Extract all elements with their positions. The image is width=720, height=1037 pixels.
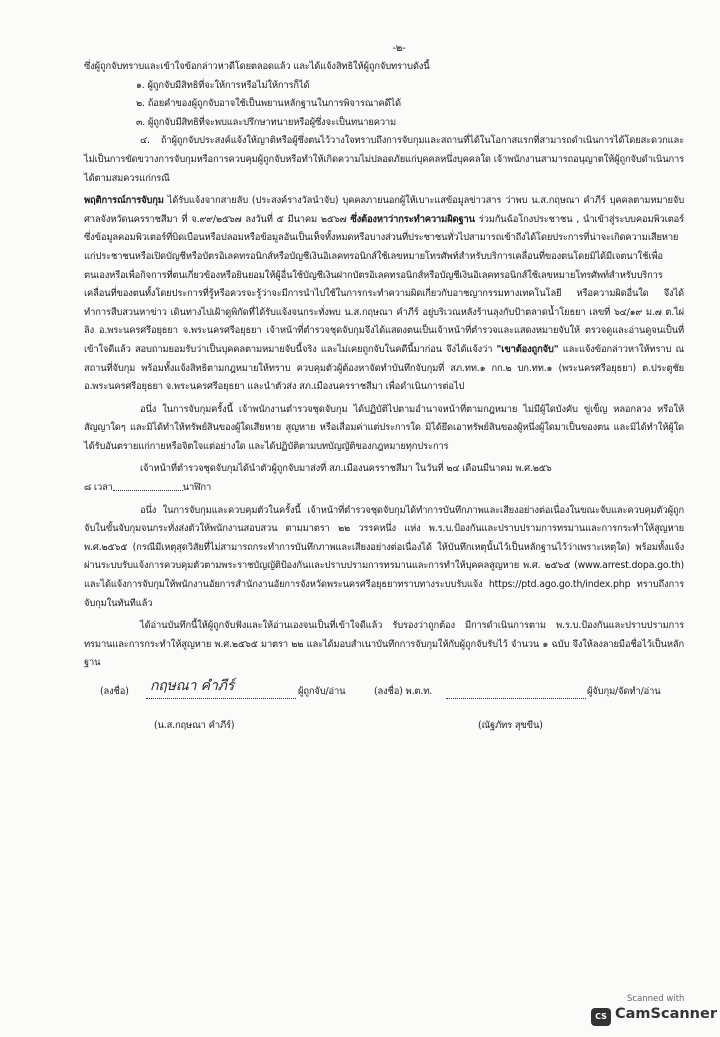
- document-body: [84, 40, 684, 753]
- lawful-conduct-paragraph: อนึ่ง ในการจับกุมครั้งนี้ เจ้าพนักงานตำรวจชุดจับกุม ได้ปฏิบัติไปตามอำนาจหน้าที่ตามกฎหมาย ไม่มีผู้ใดบังคับ ขู่เข็ญ หลอกลวง หรือให้สัญญาใดๆ และมิได้ทำให้ทรัพย์สินของผู้ใดเสียหาย สูญหาย หรือเสื่อมค่าแต่ประการใด มิได้ยึดเอาทรัพย์สินของผู้หนึ่งผู้ใดมาเป็นของตน และมิได้ทำให้ผู้ใดได้รับอันตรายแก่กายหรือจิตใจแต่อย่างใด และได้ปฏิบัติตามบทบัญญัติของกฎหมายทุกประการ: [84, 403, 684, 452]
- intro-line: ซึ่งผู้ถูกจับทราบและเข้าใจข้อกล่าวหาดีโดยตลอดแล้ว และได้แจ้งสิทธิให้ผู้ถูกจับทราบดังนี้: [84, 61, 430, 72]
- charge-label: ซึ่งต้องหาว่ากระทำความผิดฐาน: [350, 213, 475, 225]
- arrestee-sign-prefix: (ลงชื่อ): [100, 686, 129, 697]
- handover-time-unit: นาฬิกา: [182, 482, 212, 494]
- right-item-2: ๒. ถ้อยคำของผู้ถูกจับอาจใช้เป็นพยานหลักฐานในการพิจารณาคดีได้: [136, 98, 401, 110]
- arrestee-sign-role: ผู้ถูกจับ/อ่าน: [298, 686, 346, 697]
- read-back-paragraph: ได้อ่านบันทึกนี้ให้ผู้ถูกจับฟังและให้อ่านเองจนเป็นที่เข้าใจดีแล้ว รับรองว่าถูกต้อง มีการดำเนินการตาม พ.ร.บ.ป้องกันและปราบปรามการทรมานและการกระทำให้สูญหาย พ.ศ.๒๕๖๕ มาตรา ๒๒ และได้มอบสำเนาบันทึกการจับกุมให้กับผู้ถูกจับรับไว้ จำนวน ๑ ฉบับ จึงให้ลงลายมือชื่อไว้เป็นหลักฐาน: [84, 620, 684, 669]
- officer-sign-role: ผู้จับกุม/จัดทำ/อ่าน: [587, 686, 661, 697]
- recording-paragraph: อนึ่ง ในการจับกุมและควบคุมตัวในครั้งนี้ เจ้าหน้าที่ตำรวจชุดจับกุมได้ทำการบันทึกภาพและเสียงอย่างต่อเนื่องในขณะจับและควบคุมตัวผู้ถูกจับในขั้นจับกุมจนกระทั่งส่งตัวให้พนักงานสอบสวน ตามมาตรา ๒๒ วรรคหนึ่ง แห่ง พ.ร.บ.ป้องกันและปราบปรามการทรมานและการกระทำให้สูญหาย พ.ศ.๒๕๖๕ (กรณีมีเหตุสุดวิสัยที่ไม่สามารถกระทำการบันทึกภาพและเสียงอย่างต่อเนื่องได้ ให้บันทึกเหตุนั้นไว้เป็นหลักฐานไว้ว่าเพราะเหตุใด) พร้อมทั้งแจ้ง ผ่านระบบรับแจ้งการควบคุมตัวตามพระราชบัญญัติป้องกันและปราบปรามการทรมานและการทำให้บุคคลสูญหาย พ.ศ. ๒๕๖๕ (www.arrest.dopa.go.th) และได้แจ้งการจับกุมให้พนักงานอัยการสำนักงานอัยการจังหวัดพระนครศรีอยุธยาทราบทางระบบรับแจ้ง https://ptd.ago.go.th/index.php ทราบถึงการจับกุมในทันทีแล้ว: [84, 504, 684, 609]
- officer-sign-prefix: (ลงชื่อ) พ.ต.ท.: [374, 686, 433, 697]
- right-item-4: ๔. ถ้าผู้ถูกจับประสงค์แจ้งให้ญาติหรือผู้ซึ่งตนไว้วางใจทราบถึงการจับกุมและสถานที่ได้ในโอกาสแรกที่สามารถดำเนินการได้โดยสะดวกและไม่เป็นการขัดขวางการจับกุมหรือการควบคุมผู้ถูกจับหรือทำให้เกิดความไม่ปลอดภัยแก่บุคคลหนึ่งบุคคลใด เจ้าพนักงานสามารถอนุญาตให้ผู้ถูกจับดำเนินการได้ตามสมควรแก่กรณี: [84, 135, 684, 184]
- handover-line: เจ้าหน้าที่ตำรวจชุดจับกุมได้นำตัวผู้ถูกจับมาส่งที่ สภ.เมืองนครราชสีมา ในวันที่ ๒๔ เดือนมีนาคม พ.ศ.๒๕๖: [140, 463, 552, 475]
- scanned-with-label: Scanned with: [627, 994, 685, 1004]
- right-item-3: ๓. ผู้ถูกจับมีสิทธิที่จะพบและปรึกษาทนายหรือผู้ซึ่งจะเป็นทนายความ: [136, 116, 397, 128]
- page-number: -๒-: [392, 43, 406, 54]
- arrest-circumstances-heading: พฤติการณ์การจับกุม: [84, 195, 164, 207]
- signature-area: [84, 677, 684, 753]
- arrest-circumstances-text-2: ร่วมกันฉ้อโกงประชาชน , นำเข้าสู่ระบบคอมพิวเตอร์ซึ่งข้อมูลคอมพิวเตอร์ที่บิดเบือนหรือปลอมหรือข้อมูลอันเป็นเท็จทั้งหมดหรือบางส่วนที่ประชาชนทั่วไปสามารถเข้าถึงได้โดยประการที่น่าจะเกิดความเสียหายแก่ประชาชนหรือเปิดบัญชีหรือบัตรอิเลคทรอนิกส์หรือบัญชีเงินอิเลคทรอนิกส์ใช้เลขหมายโทรศัพท์สำหรับบริการเคลื่อนที่ของตนโดยมิได้มีเจตนาใช้เพื่อตนเองหรือเพื่อกิจการที่ตนเกี่ยวข้องหรือยินยอมให้ผู้อื่นใช้บัญชีเงินฝากบัตรอิเลคทรอนิกส์หรือบัญชีเงินอิเลคทรอนิกส์ใช้เลขหมายโทรศัพท์สำหรับบริการเคลื่อนที่ของตนทั้งโดยประการที่รู้หรือควรจะรู้ว่าจะมีการนำไปใช้ในการกระทำความผิดเกี่ยวกับอาชญากรรมทางเทคโนโลยี หรือความผิดอื่นใด จึงได้ทำการสืบสวนหาข่าว เดินทางไปเฝ้าดูพิกัดที่ได้รับแจ้งจนกระทั่งพบ น.ส.กฤษณา คำภีร์ อยู่บริเวณหลังร้านลุงกับป้าตลาดน้ำโยธยา เลขที่ ๖๔/๑๙ ม.๗ ต.ไผ่ลิง อ.พระนครศรีอยุธยา จ.พระนครศรีอยุธยา เจ้าหน้าที่ตำรวจชุดจับกุมจึงได้แสดงตนเป็นเจ้าหน้าที่ตำรวจและแสดงหมายจับให้ ตรวจดูและอ่านดูจนเป็นที่เข้าใจดีแล้ว สอบถามยอมรับว่าเป็นบุคคลตามหมายจับนี้จริง และไม่เคยถูกจับในคดีนี้มาก่อน จึงได้แจ้งว่า: [84, 213, 684, 355]
- arrest-statement: "เขาต้องถูกจับ": [496, 343, 559, 355]
- arrestee-signature: กฤษณา คำภีร์: [150, 678, 235, 694]
- arrestee-name: (น.ส.กฤษณา คำภีร์): [154, 720, 235, 731]
- handover-time-blank: [113, 479, 183, 491]
- officer-name: (ณัฐภัทร สุขขีน): [478, 720, 543, 731]
- arrest-circumstances: [84, 192, 684, 397]
- camscanner-watermark: [591, 994, 717, 1032]
- arrest-circumstances-text-1: ได้รับแจ้งจากสายลับ (ประสงค์รางวัลนำจับ) บุคคลภายนอกผู้ให้เบาะแสข้อมูลข่าวสาร ว่าพบ น.ส.กฤษณา คำภีร์ บุคคลตามหมายจับศาลจังหวัดนครราชสีมา ที่ จ.๙๙/๒๕๖๗ ลงวันที่ ๕ มีนาคม ๒๕๖๗: [84, 195, 684, 225]
- right-item-1: ๑. ผู้ถูกจับมีสิทธิที่จะให้การหรือไม่ให้การก็ได้: [136, 79, 310, 91]
- camscanner-logo-icon: CS: [591, 1008, 611, 1026]
- camscanner-label: CamScanner: [615, 1006, 717, 1022]
- handover-time-line: [84, 479, 684, 498]
- arrest-circumstances-text-3: และแจ้งข้อกล่าวหาให้ทราบ ณ สถานที่จับกุม พร้อมทั้งแจ้งสิทธิตามกฎหมายให้ทราบ ควบคุมตัวผู้ต้องหาจัดทำบันทึกจับกุมที่ สภ.ทท.๑ กก.๒ บก.ทท.๑ (พระนครศรีอยุธยา) ต.ประตูชัย อ.พระนครศรีอยุธยา จ.พระนครศรีอยุธยา และนำตัวส่ง สภ.เมืองนครราชสีมา เพื่อดำเนินการต่อไป: [84, 343, 684, 393]
- handover-time-label: ๘ เวลา: [84, 482, 113, 494]
- officer-sign-line: [446, 687, 586, 699]
